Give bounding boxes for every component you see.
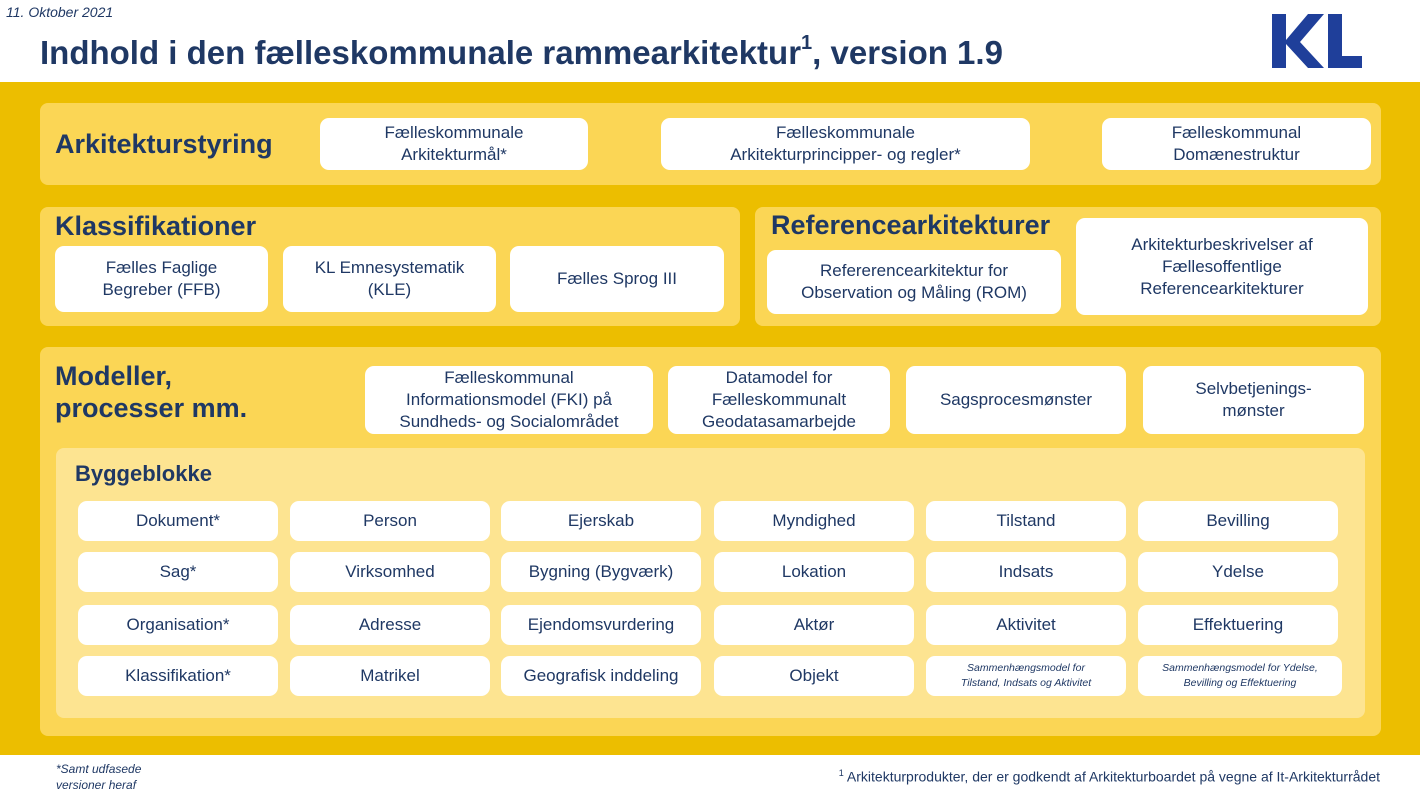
- referencearkitekturer-title: Referencearkitekturer: [771, 210, 1051, 240]
- byggeblok-box: [78, 552, 278, 592]
- klassifikationer-title: Klassifikationer: [55, 211, 257, 241]
- byggeblok-label: Lokation: [781, 562, 847, 581]
- byggeblok-label: Ejendomsvurdering: [527, 615, 675, 634]
- byggeblok-label: Ydelse: [1212, 562, 1264, 581]
- byggeblok-box: [290, 656, 490, 696]
- byggeblok-label: Indsats: [998, 562, 1054, 581]
- byggeblok-box: [78, 501, 278, 541]
- page-title-version: , version 1.9: [812, 34, 1003, 71]
- byggeblok-box: [290, 605, 490, 645]
- byggeblok-box: [1138, 605, 1338, 645]
- footnote-right: [839, 768, 1380, 785]
- sagsprocesmoenster-box: Sagsprocesmønster: [906, 366, 1126, 434]
- byggeblok-box: [926, 605, 1126, 645]
- byggeblok-box: [1138, 656, 1342, 696]
- byggeblok-box: [501, 501, 701, 541]
- byggeblok-label: Aktivitet: [996, 615, 1056, 634]
- date-label: 11. Oktober 2021: [6, 4, 114, 20]
- byggeblok-label: Klassifikation*: [125, 666, 231, 685]
- modeller-title: Modeller, processer mm.: [55, 361, 248, 423]
- byggeblok-box: [714, 552, 914, 592]
- byggeblok-label: Effektuering: [1192, 615, 1284, 634]
- byggeblok-box: [926, 656, 1126, 696]
- arkitekturstyring-title: Arkitekturstyring: [55, 129, 273, 159]
- byggeblok-box: [501, 552, 701, 592]
- kle-box: KL Emnesystematik (KLE): [283, 246, 496, 312]
- arkitekturmaal-box: Fælleskommunale Arkitekturmål*: [320, 118, 588, 170]
- byggeblok-box: [926, 501, 1126, 541]
- ffb-box: Fælles Faglige Begreber (FFB): [55, 246, 268, 312]
- byggeblok-label: Bevilling: [1206, 511, 1270, 530]
- byggeblokke-title: Byggeblokke: [75, 461, 212, 486]
- byggeblok-box: [78, 656, 278, 696]
- arkitekturprincipper-box: Fælleskommunale Arkitekturprincipper- og regler*: [661, 118, 1030, 170]
- byggeblok-label: Sag*: [159, 562, 197, 581]
- title-footnote-marker: 1: [801, 32, 813, 54]
- footnote-text: Arkitekturprodukter, der er godkendt af Arkitekturboardet på vegne af It-Arkitekturrådet: [843, 768, 1380, 785]
- byggeblok-box: [290, 552, 490, 592]
- byggeblok-box: [1138, 552, 1338, 592]
- byggeblok-box: [714, 605, 914, 645]
- byggeblok-box: [714, 656, 914, 696]
- byggeblok-label: Virksomhed: [345, 562, 435, 581]
- byggeblok-label: Myndighed: [772, 511, 856, 530]
- byggeblok-label: Matrikel: [360, 666, 420, 685]
- byggeblok-label: Sammenhængsmodel for Ydelse, Bevilling og Effektuering: [1162, 662, 1318, 689]
- byggeblok-box: [1138, 501, 1338, 541]
- byggeblok-label: Aktør: [793, 615, 835, 634]
- byggeblok-label: Bygning (Bygværk): [528, 562, 674, 581]
- byggeblok-label: Tilstand: [996, 511, 1056, 530]
- byggeblok-label: Sammenhængsmodel for Tilstand, Indsats og Aktivitet: [960, 662, 1092, 689]
- selvbetjening-box: Selvbetjenings- mønster: [1143, 366, 1364, 434]
- domaenestruktur-box: Fælleskommunal Domænestruktur: [1102, 118, 1371, 170]
- byggeblok-box: [78, 605, 278, 645]
- byggeblok-box: [501, 656, 701, 696]
- byggeblok-box: [714, 501, 914, 541]
- kl-logo: [1270, 12, 1364, 70]
- fki-box: Fælleskommunal Informationsmodel (FKI) på Sundheds- og Socialområdet: [365, 366, 653, 434]
- faelles-sprog-box: Fælles Sprog III: [510, 246, 724, 312]
- byggeblok-label: Geografisk inddeling: [523, 666, 679, 685]
- faellesoffentlige-box: Arkitekturbeskrivelser af Fællesoffentlige Referencearkitekturer: [1076, 218, 1368, 315]
- kl-logo-text: KL: [1270, 12, 1272, 13]
- footnote-marker: 1: [838, 768, 844, 778]
- byggeblok-label: Organisation*: [126, 615, 230, 634]
- byggeblok-label: Ejerskab: [567, 511, 635, 530]
- byggeblok-box: [501, 605, 701, 645]
- page-title-text: Indhold i den fælleskommunale rammearkitektur: [40, 34, 802, 71]
- byggeblok-box: [290, 501, 490, 541]
- page-title: [40, 34, 1003, 72]
- byggeblok-label: Dokument*: [135, 511, 221, 530]
- rom-box: Refererencearkitektur for Observation og Måling (ROM): [767, 250, 1061, 314]
- geodata-box: Datamodel for Fælleskommunalt Geodatasamarbejde: [668, 366, 890, 434]
- byggeblok-label: Objekt: [789, 666, 839, 685]
- byggeblok-box: [926, 552, 1126, 592]
- footnote-left: *Samt udfasede versioner heraf: [56, 762, 142, 792]
- byggeblok-label: Person: [363, 511, 417, 530]
- byggeblok-label: Adresse: [358, 615, 422, 634]
